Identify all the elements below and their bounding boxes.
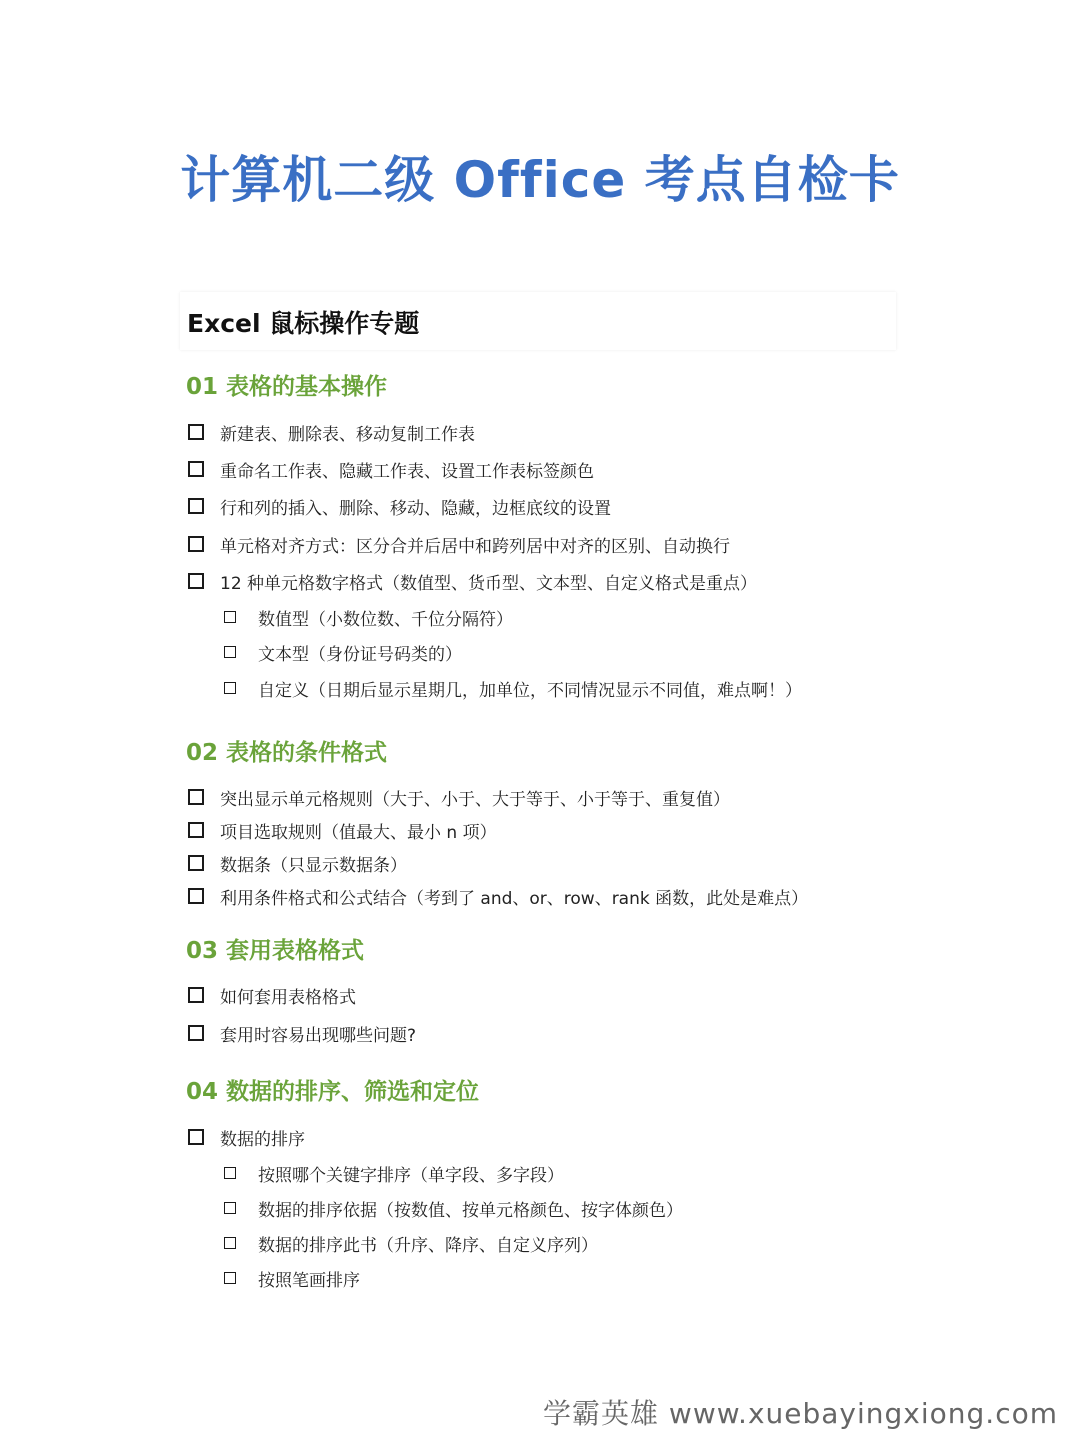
checklist-item-label: 数据条（只显示数据条） bbox=[220, 855, 407, 876]
checklist-item-label: 如何套用表格格式 bbox=[220, 987, 356, 1008]
checkbox[interactable] bbox=[224, 1237, 236, 1249]
checklist-subitem-label: 按照笔画排序 bbox=[258, 1270, 360, 1291]
checkbox[interactable] bbox=[224, 1202, 236, 1214]
checklist-item-label: 重命名工作表、隐藏工作表、设置工作表标签颜色 bbox=[220, 461, 594, 482]
checkbox[interactable] bbox=[188, 888, 204, 904]
checklist-subitem-label: 按照哪个关键字排序（单字段、多字段） bbox=[258, 1165, 564, 1186]
checklist-item-label: 数据的排序 bbox=[220, 1129, 305, 1150]
checklist-subitem bbox=[224, 640, 462, 664]
checkbox[interactable] bbox=[188, 424, 204, 440]
checkbox[interactable] bbox=[188, 822, 204, 838]
subject-title: Excel 鼠标操作专题 bbox=[187, 309, 420, 338]
page-title: 计算机二级 Office 考点自检卡 bbox=[180, 151, 900, 209]
checklist-subitem bbox=[224, 676, 802, 700]
checklist-item-label: 单元格对齐方式：区分合并后居中和跨列居中对齐的区别、自动换行 bbox=[220, 536, 730, 557]
section-heading: 03 套用表格格式 bbox=[186, 938, 365, 964]
footer-watermark: 学霸英雄 www.xuebayingxiong.com bbox=[543, 1397, 1058, 1430]
checkbox[interactable] bbox=[188, 573, 204, 589]
checkbox[interactable] bbox=[188, 789, 204, 805]
checkbox[interactable] bbox=[188, 1129, 204, 1145]
checklist-item bbox=[188, 785, 730, 809]
checklist-item-label: 项目选取规则（值最大、最小 n 项） bbox=[220, 822, 497, 843]
checklist-subitem bbox=[224, 1266, 360, 1290]
subject-banner bbox=[180, 292, 896, 350]
checklist-item-label: 新建表、删除表、移动复制工作表 bbox=[220, 424, 475, 445]
checklist-subitem bbox=[224, 605, 513, 629]
checklist-subitem bbox=[224, 1231, 598, 1255]
checklist-subitem-label: 文本型（身份证号码类的） bbox=[258, 644, 462, 665]
checklist-item-label: 套用时容易出现哪些问题? bbox=[220, 1025, 417, 1046]
checklist-item-label: 突出显示单元格规则（大于、小于、大于等于、小于等于、重复值） bbox=[220, 789, 730, 810]
checklist-item bbox=[188, 884, 808, 908]
checklist-item bbox=[188, 983, 356, 1007]
checkbox[interactable] bbox=[224, 1167, 236, 1179]
checklist-subitem-label: 自定义（日期后显示星期几，加单位，不同情况显示不同值，难点啊！） bbox=[258, 680, 802, 701]
checklist-item bbox=[188, 532, 730, 556]
checklist-item bbox=[188, 494, 611, 518]
checklist-item bbox=[188, 1021, 416, 1045]
checkbox[interactable] bbox=[188, 498, 204, 514]
checkbox[interactable] bbox=[188, 536, 204, 552]
checklist-item-label: 12 种单元格数字格式（数值型、货币型、文本型、自定义格式是重点） bbox=[220, 573, 758, 594]
checkbox[interactable] bbox=[188, 855, 204, 871]
checklist-item bbox=[188, 569, 757, 593]
checkbox[interactable] bbox=[224, 1272, 236, 1284]
checklist-subitem-label: 数据的排序依据（按数值、按单元格颜色、按字体颜色） bbox=[258, 1200, 683, 1221]
section-heading: 02 表格的条件格式 bbox=[186, 740, 388, 766]
checkbox[interactable] bbox=[224, 611, 236, 623]
checklist-item-label: 利用条件格式和公式结合（考到了 and、or、row、rank 函数，此处是难点） bbox=[220, 888, 809, 909]
checklist-item bbox=[188, 1125, 305, 1149]
checkbox[interactable] bbox=[188, 987, 204, 1003]
checklist-subitem-label: 数据的排序此书（升序、降序、自定义序列） bbox=[258, 1235, 598, 1256]
checklist-item bbox=[188, 420, 475, 444]
checklist-item bbox=[188, 851, 407, 875]
checkbox[interactable] bbox=[224, 682, 236, 694]
section-heading: 01 表格的基本操作 bbox=[186, 374, 388, 400]
checkbox[interactable] bbox=[188, 1025, 204, 1041]
checkbox[interactable] bbox=[188, 461, 204, 477]
section-heading: 04 数据的排序、筛选和定位 bbox=[186, 1079, 480, 1105]
checklist-item bbox=[188, 457, 594, 481]
checklist-item bbox=[188, 818, 497, 842]
checklist-subitem bbox=[224, 1161, 564, 1185]
checkbox[interactable] bbox=[224, 646, 236, 658]
checklist-subitem-label: 数值型（小数位数、千位分隔符） bbox=[258, 609, 513, 630]
checklist-item-label: 行和列的插入、删除、移动、隐藏，边框底纹的设置 bbox=[220, 498, 611, 519]
checklist-subitem bbox=[224, 1196, 683, 1220]
